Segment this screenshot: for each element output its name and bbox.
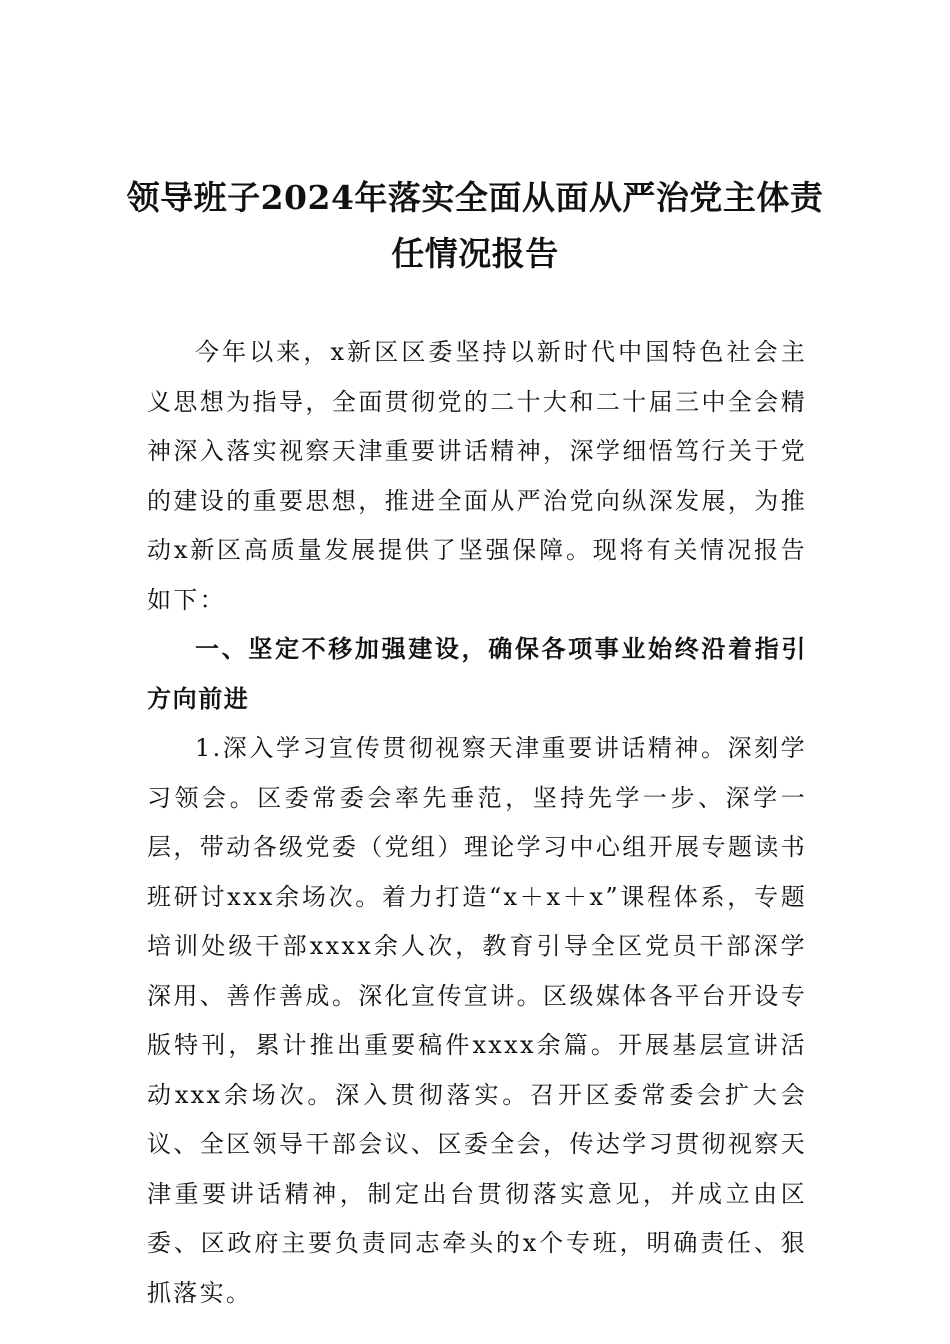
document-title: 领导班子2024年落实全面从面从严治党主体责任情况报告 xyxy=(126,178,824,273)
document-body xyxy=(147,328,807,1318)
intro-paragraph: 今年以来，x新区区委坚持以新时代中国特色社会主义思想为指导，全面贯彻党的二十大和二十届三中全会精神深入落实视察天津重要讲话精神，深学细悟笃行关于党的建设的重要思想，推进全面从严治党向纵深发展，为推动x新区高质量发展提供了坚强保障。现将有关情况报告如下： xyxy=(147,338,807,614)
section-heading: 一、坚定不移加强建设，确保各项事业始终沿着指引方向前进 xyxy=(147,635,807,713)
body-paragraph: 1.深入学习宣传贯彻视察天津重要讲话精神。深刻学习领会。区委常委会率先垂范，坚持先学一步、深学一层，带动各级党委（党组）理论学习中心组开展专题读书班研讨xxx余场次。着力打造“x＋x＋x”课程体系，专题培训处级干部xxxx余人次，教育引导全区党员干部深学深用、善作善成。深化宣传宣讲。区级媒体各平台开设专版特刊，累计推出重要稿件xxxx余篇。开展基层宣讲活动xxx余场次。深入贯彻落实。召开区委常委会扩大会议、全区领导干部会议、区委全会，传达学习贯彻视察天津重要讲话精神，制定出台贯彻落实意见，并成立由区委、区政府主要负责同志牵头的x个专班，明确责任、狠抓落实。 xyxy=(147,734,807,1307)
